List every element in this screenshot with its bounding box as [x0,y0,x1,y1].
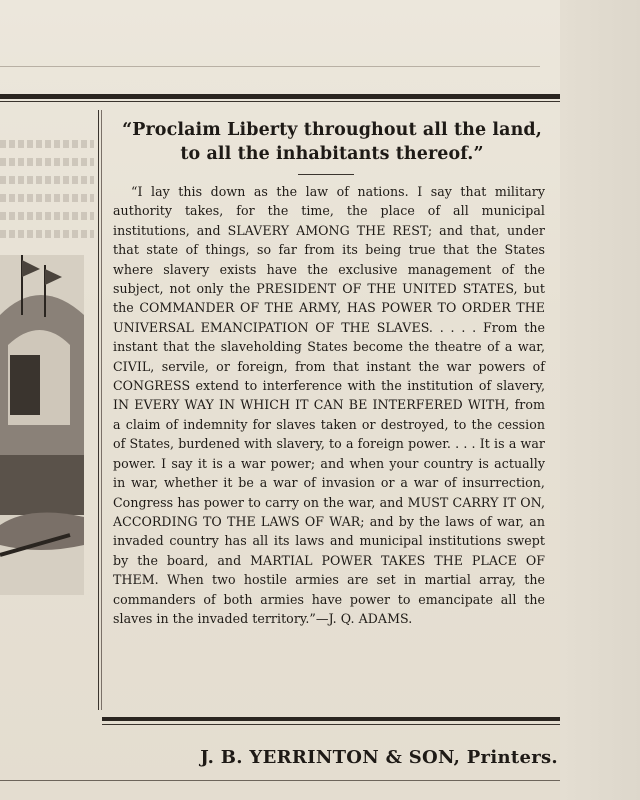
bottom-column-rule [102,717,560,721]
bottom-column-rule-thin [102,724,560,725]
emancipation-engraving [0,255,84,595]
article-body [113,182,545,628]
printer-imprint: J. B. YERRINTON & SON, Printers. [200,747,558,768]
faint-rule [0,66,540,67]
top-column-rule [0,94,560,99]
headline-rule [298,174,354,175]
imprint-rule [0,780,560,781]
column-divider [98,110,99,710]
quotation-paragraph: “I lay this down as the law of nations. I say that military authority takes, for the time, the place of all municipal institutions, and SLAVERY AMONG THE REST; and that, under that state of things, so far from its being true that the States where slavery exists have the exclusive management of the subject, not only the PRESIDENT OF THE UNITED STATES, but the COMMANDER OF THE ARMY, HAS POWER TO ORDER THE UNIVERSAL EMANCIPATION OF THE SLAVES. . . . . From the instant that the slaveholding States become the theatre of a war, CIVIL, servile, or foreign, from that instant the war powers of CONGRESS extend to interference with the institution of slavery, IN EVERY WAY IN WHICH IT CAN BE INTERFERED WITH, from a claim of indemnity for slaves taken or destroyed, to the cession of States, burdened with slavery, to a foreign power. . . . It is a war power. I say it is a war power; and when your country is actually in war, whether it be a war of invasion or a war of insurrection, Congress has power to carry on the war, and MUST CARRY IT ON, ACCORDING TO THE LAWS OF WAR; and by the laws of war, an invaded country has all its laws and municipal institutions swept by the board, and MARTIAL POWER TAKES THE PLACE OF THEM. When two hostile armies are set in martial array, the commanders of both armies have power to emancipate all the slaves in the invaded territory.”—J. Q. ADAMS. [113,184,545,626]
article-headline: “Proclaim Liberty throughout all the land, to all the inhabitants thereof.” [122,120,542,164]
page-margin [560,0,640,800]
top-column-rule-thin [0,101,560,102]
column-divider-inner [101,110,102,710]
